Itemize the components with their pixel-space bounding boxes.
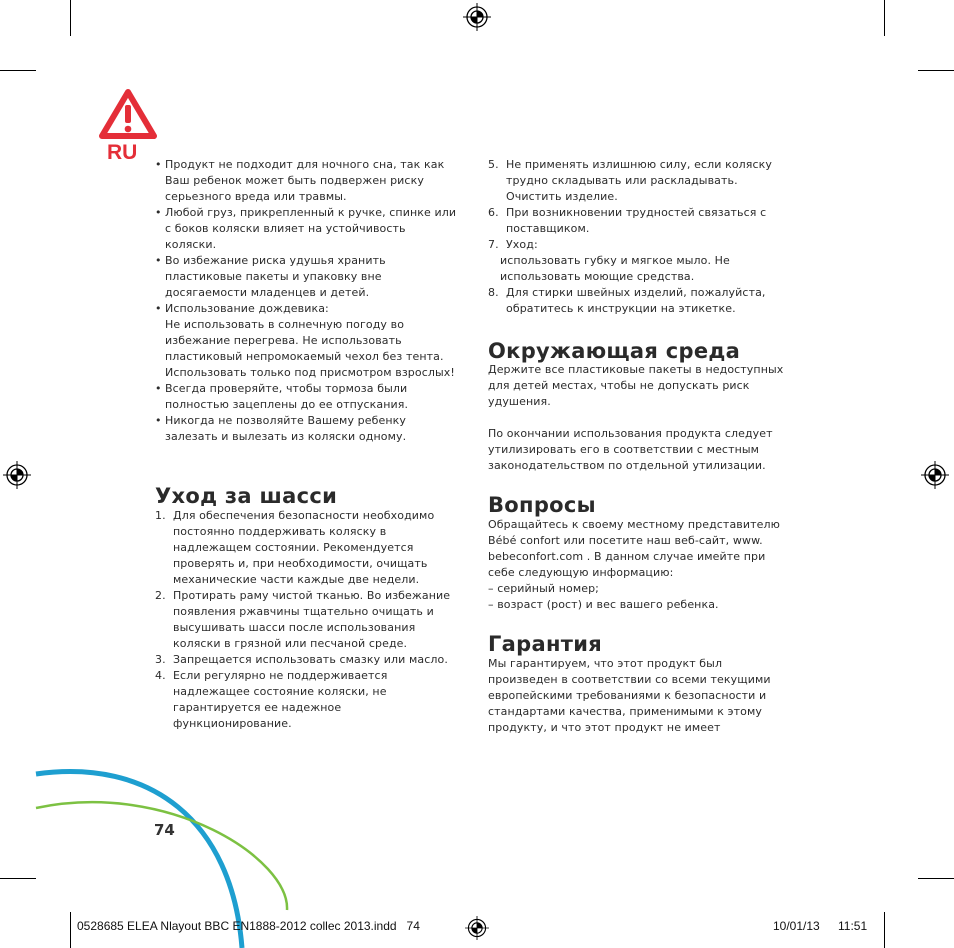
chassis-list (155, 508, 460, 732)
list-item: 8. Для стирки швейных изделий, пожалуйста, обратитесь к инструкции на этикетке. (488, 286, 766, 315)
left-column (155, 157, 460, 445)
list-item: 7. Уход: (488, 238, 538, 251)
crop-mark (918, 878, 954, 879)
list-item: • Во избежание риска удушья хранить пластиковые пакеты и упаковку вне досягаемости младенцев и детей. (155, 253, 460, 301)
list-item: 2. Протирать раму чистой тканью. Во избежание появления ржавчины тщательно очищать и высушивать шасси после использования коляски в грязной или песчаной среде. (155, 589, 451, 650)
environment-heading: Окружающая среда (488, 339, 741, 363)
chassis-heading: Уход за шасси (155, 484, 338, 508)
page-number: 74 (154, 821, 175, 839)
crop-mark (0, 70, 36, 71)
warranty-text: Мы гарантируем, что этот продукт был произведен в соответствии со всеми текущими европейскими требованиями к безопасности и стандартами качества, применимыми к этому продукту, и что этот продукт не имеет (488, 657, 771, 734)
warranty-heading: Гарантия (488, 632, 603, 656)
list-item: • Никогда не позволяйте Вашему ребенку залезать и вылезать из коляски одному. (155, 413, 460, 445)
environment-text (488, 362, 793, 474)
list-item: • Использование дождевика: Не использовать в солнечную погоду во избежание перегрева. Не использовать пластиковый непромокаемый чехол без тента. Использовать только под присмотром взрослых! (155, 301, 460, 381)
language-label: RU (107, 141, 138, 164)
list-item: • Любой груз, прикрепленный к ручке, спинке или с боков коляски влияет на устойчивость коляски. (155, 205, 460, 253)
care-text: использовать губку и мягкое мыло. Не использовать моющие средства. (500, 254, 730, 283)
questions-heading: Вопросы (488, 493, 596, 517)
list-item: • Продукт не подходит для ночного сна, так как Ваш ребенок может быть подвержен риску серьезного вреда или травмы. (155, 157, 460, 205)
questions-text (488, 517, 793, 613)
registration-mark-icon (465, 916, 489, 940)
slug-filename: 0528685 ELEA Nlayout BBC EN1888-2012 collec 2013.indd 74 (77, 919, 420, 933)
list-item: 3. Запрещается использовать смазку или масло. (155, 653, 448, 666)
crop-mark (918, 70, 954, 71)
list-item: – возраст (рост) и вес вашего ребенка. (488, 598, 719, 611)
list-item: – серийный номер; (488, 582, 599, 595)
list-item: • Всегда проверяйте, чтобы тормоза были полностью зацеплены до ее отпускания. (155, 381, 460, 413)
warning-triangle-icon (98, 88, 158, 140)
slug-time: 11:51 (838, 919, 868, 933)
right-column (488, 157, 793, 317)
paragraph: По окончании использования продукта следует утилизировать его в соответствии с местным законодательством по отдельной утилизации. (488, 427, 773, 472)
list-item: 5. Не применять излишнюю силу, если коляску трудно складывать или раскладывать. Очистить изделие. (488, 158, 773, 203)
slug-date: 10/01/13 (773, 919, 820, 933)
registration-mark-icon (921, 461, 949, 489)
paragraph: Обращайтесь к своему местному представителю Bébé confort или посетите наш веб-сайт, www. bebeconfort.com . В данном случае имейте при себе следующую информацию: (488, 518, 780, 579)
crop-mark (70, 0, 71, 36)
list-item: 4. Если регулярно не поддерживается надлежащее состояние коляски, не гарантируется ее надежное функционирование. (155, 669, 388, 730)
paragraph: Держите все пластиковые пакеты в недоступных для детей местах, чтобы не допускать риск удушения. (488, 363, 784, 408)
list-item: 6. При возникновении трудностей связаться с поставщиком. (488, 206, 767, 235)
crop-mark (884, 0, 885, 36)
registration-mark-icon (3, 461, 31, 489)
crop-mark (884, 912, 885, 948)
list-item: 1. Для обеспечения безопасности необходимо постоянно поддерживать коляску в надлежащем состоянии. Рекомендуется проверять и, при необходимости, очищать механические части каждые две недели. (155, 509, 435, 586)
registration-mark-icon (463, 3, 491, 31)
